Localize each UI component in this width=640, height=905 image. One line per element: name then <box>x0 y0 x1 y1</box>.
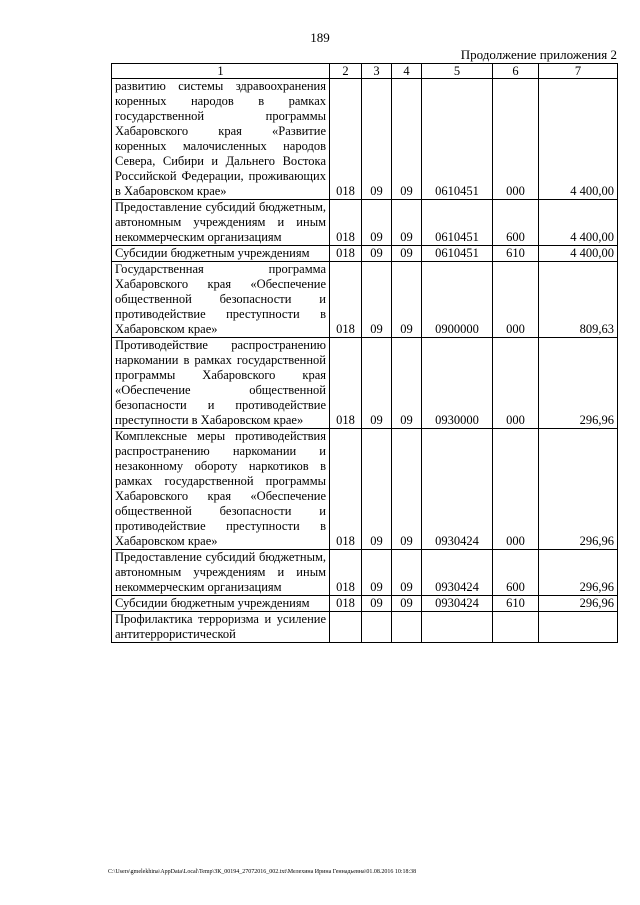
ministry-code: 018 <box>330 596 362 612</box>
expense-type-code: 000 <box>493 429 539 550</box>
target-article-code <box>422 612 493 643</box>
target-article-code: 0900000 <box>422 262 493 338</box>
ministry-code: 018 <box>330 79 362 200</box>
table-row <box>112 596 618 612</box>
subsection-code: 09 <box>392 550 422 596</box>
target-article-code: 0930424 <box>422 429 493 550</box>
row-name: Профилактика терроризма и усиление антитеррористической <box>112 612 330 643</box>
column-header-1: 1 <box>112 64 330 79</box>
target-article-code: 0610451 <box>422 200 493 246</box>
table-row <box>112 612 618 643</box>
column-header-7: 7 <box>539 64 618 79</box>
amount: 296,96 <box>539 550 618 596</box>
subsection-code: 09 <box>392 262 422 338</box>
amount: 809,63 <box>539 262 618 338</box>
subsection-code: 09 <box>392 596 422 612</box>
target-article-code: 0930424 <box>422 550 493 596</box>
row-name: Противодействие распространению наркомании в рамках государственной программы Хабаровского края «Обеспечение общественной безопасности и противодействие преступности в Хабаровском крае» <box>112 338 330 429</box>
column-header-4: 4 <box>392 64 422 79</box>
section-code: 09 <box>362 429 392 550</box>
section-code: 09 <box>362 200 392 246</box>
subsection-code: 09 <box>392 79 422 200</box>
column-header-3: 3 <box>362 64 392 79</box>
amount: 296,96 <box>539 338 618 429</box>
section-code: 09 <box>362 79 392 200</box>
row-name: Субсидии бюджетным учреждениям <box>112 246 330 262</box>
expense-type-code: 600 <box>493 550 539 596</box>
section-code <box>362 612 392 643</box>
row-name: Предоставление субсидий бюджетным, автономным учреждениям и иным некоммерческим организациям <box>112 550 330 596</box>
appendix-continuation-note: Продолжение приложения 2 <box>460 47 617 62</box>
target-article-code: 0930424 <box>422 596 493 612</box>
amount: 4 400,00 <box>539 246 618 262</box>
ministry-code: 018 <box>330 429 362 550</box>
column-header-5: 5 <box>422 64 493 79</box>
section-code: 09 <box>362 262 392 338</box>
row-name: Предоставление субсидий бюджетным, автономным учреждениям и иным некоммерческим организациям <box>112 200 330 246</box>
expense-type-code: 000 <box>493 262 539 338</box>
amount: 296,96 <box>539 429 618 550</box>
footer-file-path: C:\Users\gmelekhina\AppData\Local\Temp\ЗК_00194_27072016_002.txt\Мелехина Ирина Геннадьевна\01.08.2016 10:18:38 <box>108 869 417 875</box>
section-code: 09 <box>362 550 392 596</box>
target-article-code: 0930000 <box>422 338 493 429</box>
ministry-code <box>330 612 362 643</box>
section-code: 09 <box>362 596 392 612</box>
subsection-code: 09 <box>392 246 422 262</box>
target-article-code: 0610451 <box>422 246 493 262</box>
row-name: Комплексные меры противодействия распространению наркомании и незаконному обороту наркотиков в рамках государственной программы Хабаровского края «Обеспечение общественной безопасности и противодействие преступности в Хабаровском крае» <box>112 429 330 550</box>
subsection-code: 09 <box>392 429 422 550</box>
subsection-code <box>392 612 422 643</box>
section-code: 09 <box>362 338 392 429</box>
ministry-code: 018 <box>330 550 362 596</box>
amount: 296,96 <box>539 596 618 612</box>
ministry-code: 018 <box>330 246 362 262</box>
subsection-code: 09 <box>392 338 422 429</box>
column-header-6: 6 <box>493 64 539 79</box>
expense-type-code <box>493 612 539 643</box>
section-code: 09 <box>362 246 392 262</box>
table-row <box>112 550 618 596</box>
table-row <box>112 338 618 429</box>
row-name: Субсидии бюджетным учреждениям <box>112 596 330 612</box>
column-number-row <box>112 64 618 79</box>
expense-type-code: 000 <box>493 338 539 429</box>
column-header-2: 2 <box>330 64 362 79</box>
table-row <box>112 79 618 200</box>
table-row <box>112 200 618 246</box>
amount: 4 400,00 <box>539 200 618 246</box>
table-row <box>112 429 618 550</box>
amount <box>539 612 618 643</box>
amount: 4 400,00 <box>539 79 618 200</box>
ministry-code: 018 <box>330 338 362 429</box>
ministry-code: 018 <box>330 262 362 338</box>
expense-type-code: 600 <box>493 200 539 246</box>
target-article-code: 0610451 <box>422 79 493 200</box>
table-row <box>112 246 618 262</box>
subsection-code: 09 <box>392 200 422 246</box>
expense-type-code: 610 <box>493 246 539 262</box>
row-name: развитию системы здравоохранения коренных народов в рамках государственной программы Хабаровского края «Развитие коренных малочисленных народов Севера, Сибири и Дальнего Востока Российской Федерации, проживающих в Хабаровском крае» <box>112 79 330 200</box>
ministry-code: 018 <box>330 200 362 246</box>
budget-table <box>111 63 618 643</box>
expense-type-code: 610 <box>493 596 539 612</box>
expense-type-code: 000 <box>493 79 539 200</box>
table-row <box>112 262 618 338</box>
row-name: Государственная программа Хабаровского края «Обеспечение общественной безопасности и противодействие преступности в Хабаровском крае» <box>112 262 330 338</box>
page-number: 189 <box>310 30 330 45</box>
